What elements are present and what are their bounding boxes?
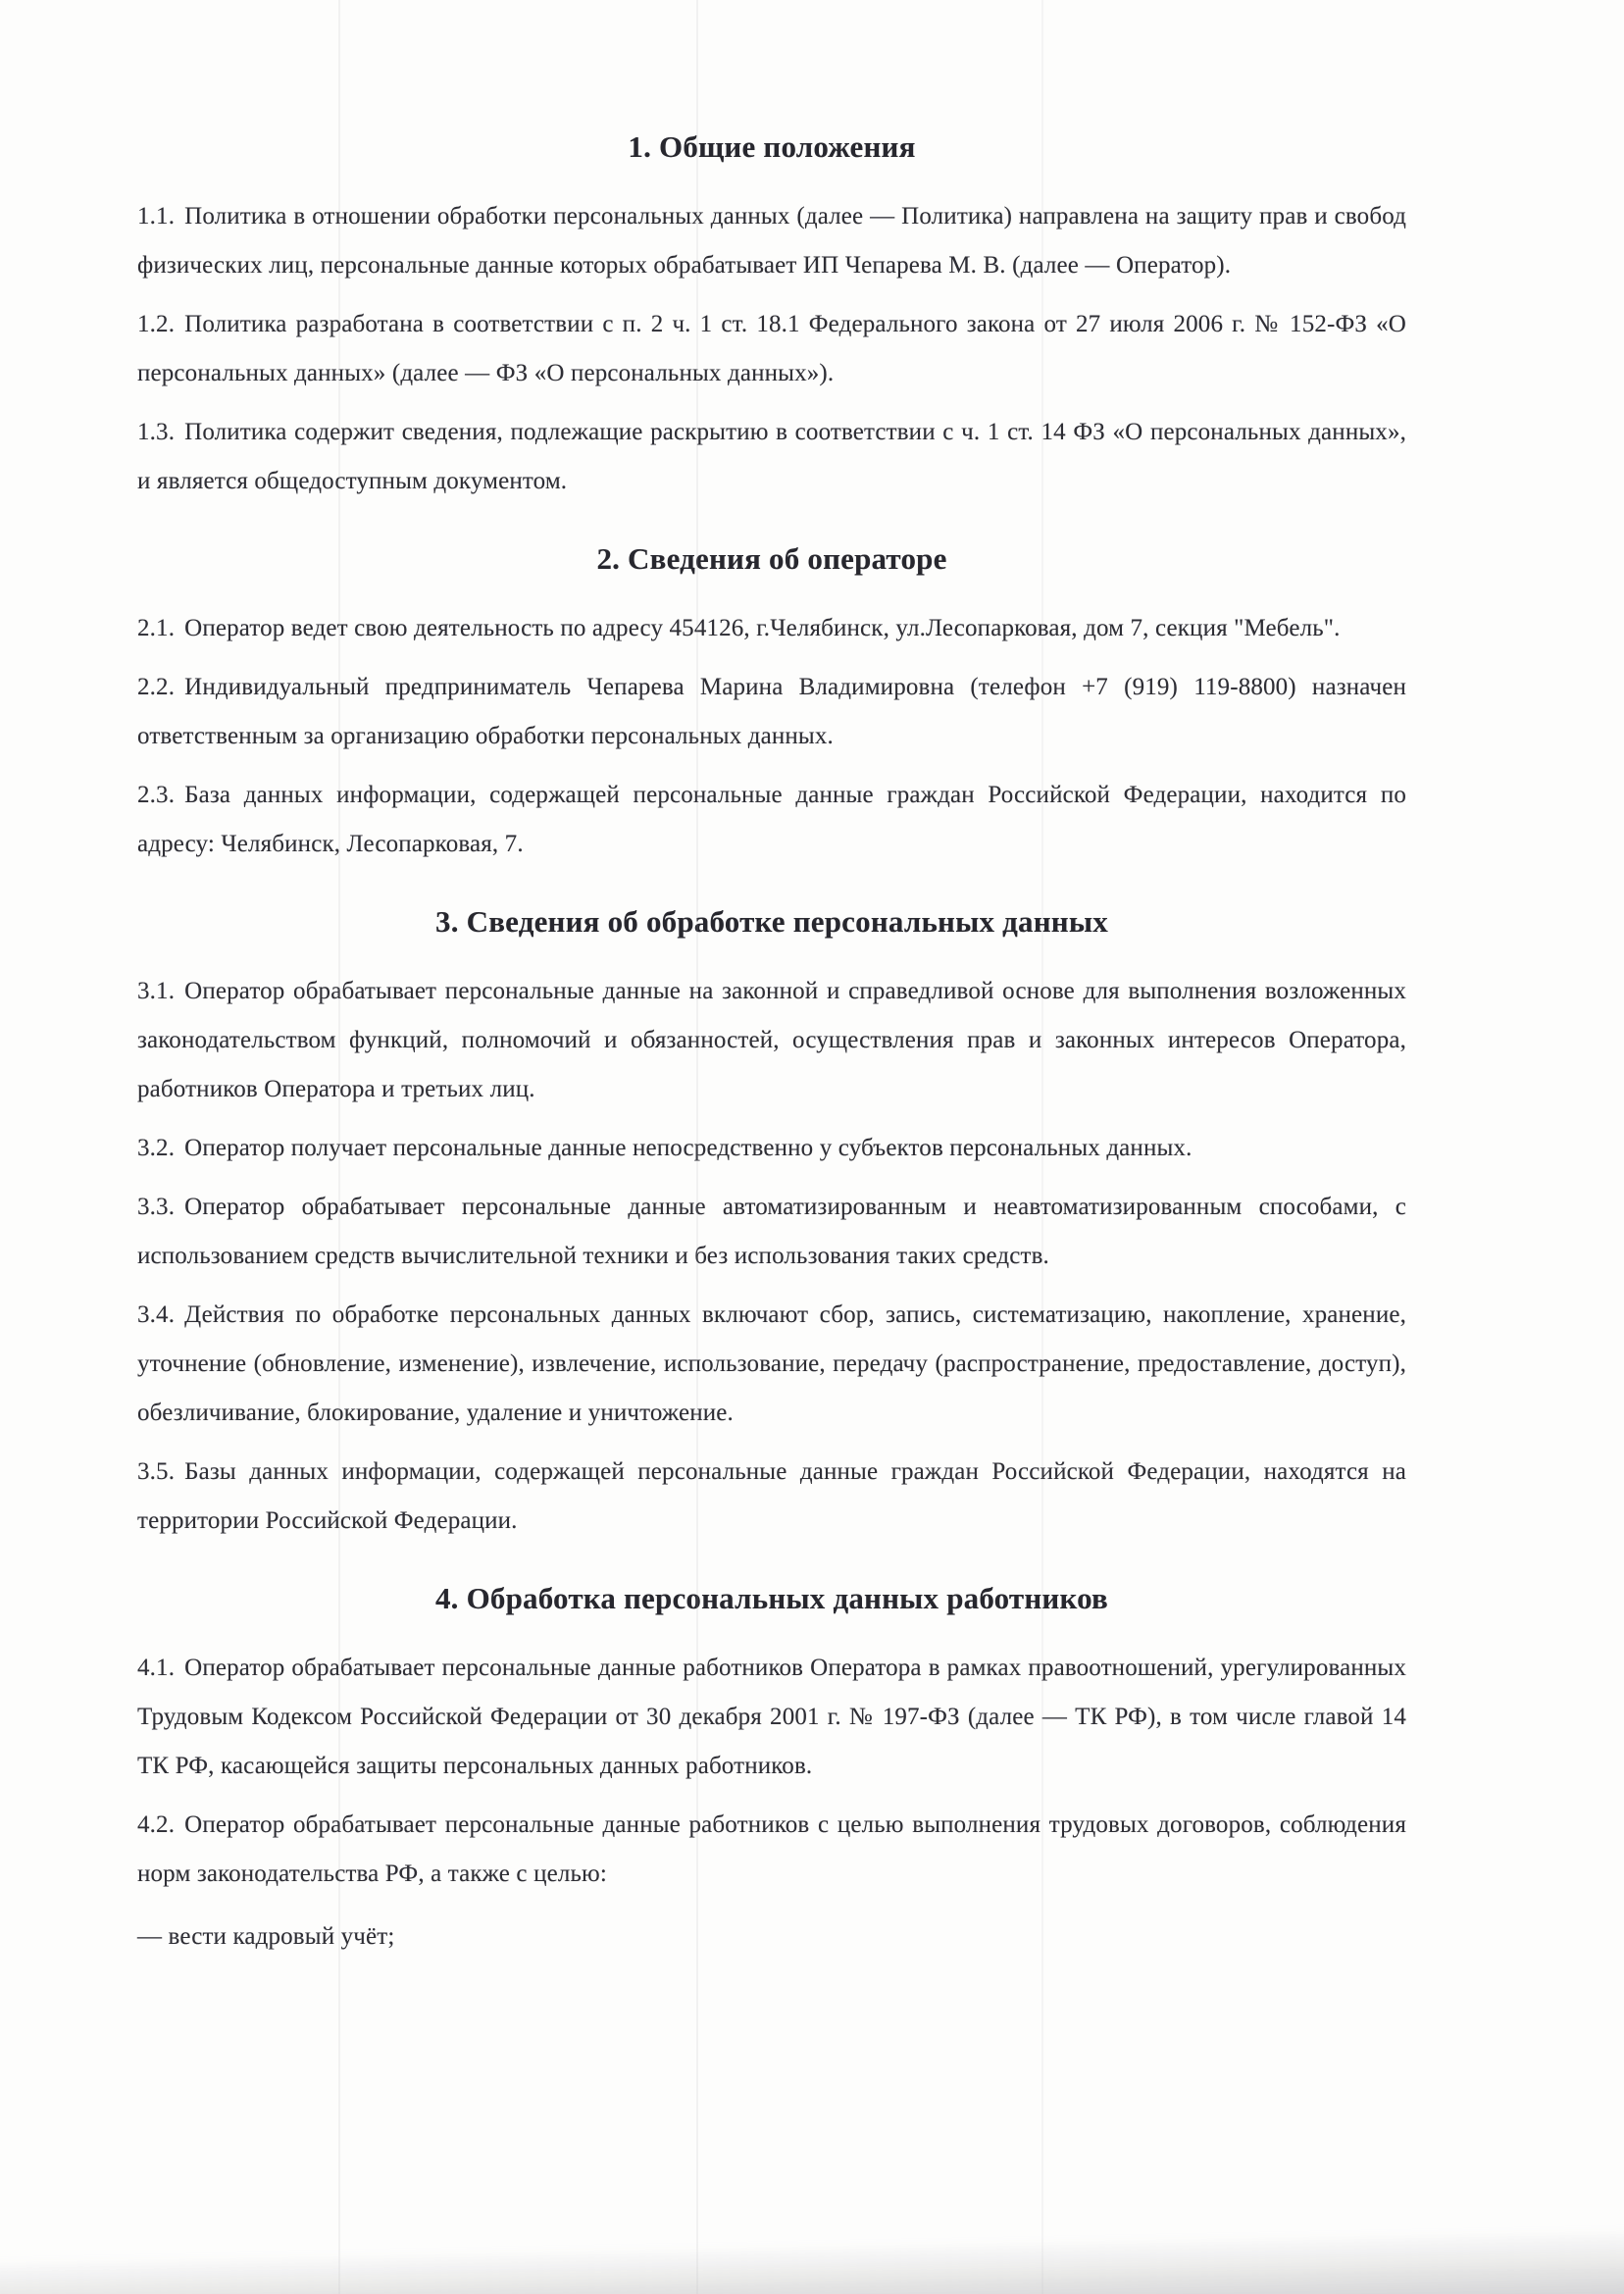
paragraph-number: 2.1. [137,615,176,641]
paragraph-number: 2.2. [137,674,176,700]
paragraph-number: 3.5. [137,1458,176,1485]
paragraph-number: 2.3. [137,782,176,808]
paragraph-3-1 [137,967,1406,1114]
paragraph-text: Действия по обработке персональных данных включают сбор, запись, систематизацию, накопление, хранение, уточнение (обновление, изменение), извлечение, использование, передачу (распространение, предоставление, доступ), обезличивание, блокирование, удаление и уничтожение. [137,1301,1406,1426]
section-operator-info [137,539,1406,869]
paragraph-2-1 [137,604,1406,653]
paragraph-number: 3.3. [137,1194,176,1220]
section-1-heading: 1. Общие положения [628,129,916,164]
paragraph-text: Политика разработана в соответствии с п. 2 ч. 1 ст. 18.1 Федерального закона от 27 июля 2006 г. № 152-ФЗ «О персональных данных» (далее — ФЗ «О персональных данных»). [137,311,1406,386]
paragraph-3-5 [137,1448,1406,1546]
paragraph-3-4 [137,1291,1406,1438]
paragraph-number: 4.1. [137,1655,176,1681]
paragraph-number: 1.1. [137,203,176,229]
page-edge-shadow [0,2227,1624,2294]
paragraph-2-2 [137,663,1406,761]
section-employee-data [137,1579,1406,1962]
section-general-provisions [137,127,1406,506]
paragraph-text: Оператор обрабатывает персональные данные на законной и справедливой основе для выполнения возложенных законодательством функций, полномочий и обязанностей, осуществления прав и законных интересов Оператора, работников Оператора и третьих лиц. [137,978,1406,1102]
section-processing-info [137,902,1406,1546]
paragraph-1-2 [137,300,1406,398]
paragraph-1-3 [137,408,1406,506]
paragraph-number: 3.2. [137,1135,176,1161]
paragraph-number: 3.4. [137,1301,176,1328]
paragraph-text: Оператор ведет свою деятельность по адресу 454126, г.Челябинск, ул.Лесопарковая, дом 7, секция "Мебель". [184,615,1341,641]
paragraph-text: Оператор получает персональные данные непосредственно у субъектов персональных данных. [184,1135,1193,1161]
paragraph-text: Политика содержит сведения, подлежащие раскрытию в соответствии с ч. 1 ст. 14 ФЗ «О персональных данных», и является общедоступным документом. [137,419,1406,494]
paragraph-text: Индивидуальный предприниматель Чепарева Марина Владимировна (телефон +7 (919) 119-8800) назначен ответственным за организацию обработки персональных данных. [137,674,1406,749]
paragraph-number: 1.2. [137,311,176,337]
paragraph-text: Оператор обрабатывает персональные данные работников Оператора в рамках правоотношений, урегулированных Трудовым Кодексом Российской Федерации от 30 декабря 2001 г. № 197-ФЗ (далее — ТК РФ), в том числе главой 14 ТК РФ, касающейся защиты персональных данных работников. [137,1655,1406,1779]
paragraph-number: 3.1. [137,978,176,1004]
paragraph-4-1 [137,1644,1406,1791]
section-2-heading: 2. Сведения об операторе [596,541,947,576]
paragraph-4-2 [137,1801,1406,1899]
paragraph-2-3 [137,771,1406,869]
paragraph-text: Оператор обрабатывает персональные данные автоматизированным и неавтоматизированным способами, с использованием средств вычислительной техники и без использования таких средств. [137,1194,1406,1269]
paragraph-number: 1.3. [137,419,176,445]
paragraph-3-3 [137,1183,1406,1281]
paragraph-number: 4.2. [137,1811,176,1838]
paragraph-text: База данных информации, содержащей персональные данные граждан Российской Федерации, находится по адресу: Челябинск, Лесопарковая, 7. [137,782,1406,857]
paragraph-3-2 [137,1124,1406,1173]
section-3-heading: 3. Сведения об обработке персональных данных [435,904,1108,939]
paragraph-1-1 [137,192,1406,290]
section-4-heading: 4. Обработка персональных данных работников [434,1581,1108,1615]
paragraph-text: Оператор обрабатывает персональные данные работников с целью выполнения трудовых договоров, соблюдения норм законодательства РФ, а также с целью: [137,1811,1406,1887]
paragraph-text: Политика в отношении обработки персональных данных (далее — Политика) направлена на защиту прав и свобод физических лиц, персональные данные которых обрабатывает ИП Чепарева М. В. (далее — Оператор). [137,203,1406,279]
list-item-hr-records: — вести кадровый учёт; [137,1923,395,1950]
paragraph-text: Базы данных информации, содержащей персональные данные граждан Российской Федерации, находятся на территории Российской Федерации. [137,1458,1406,1534]
